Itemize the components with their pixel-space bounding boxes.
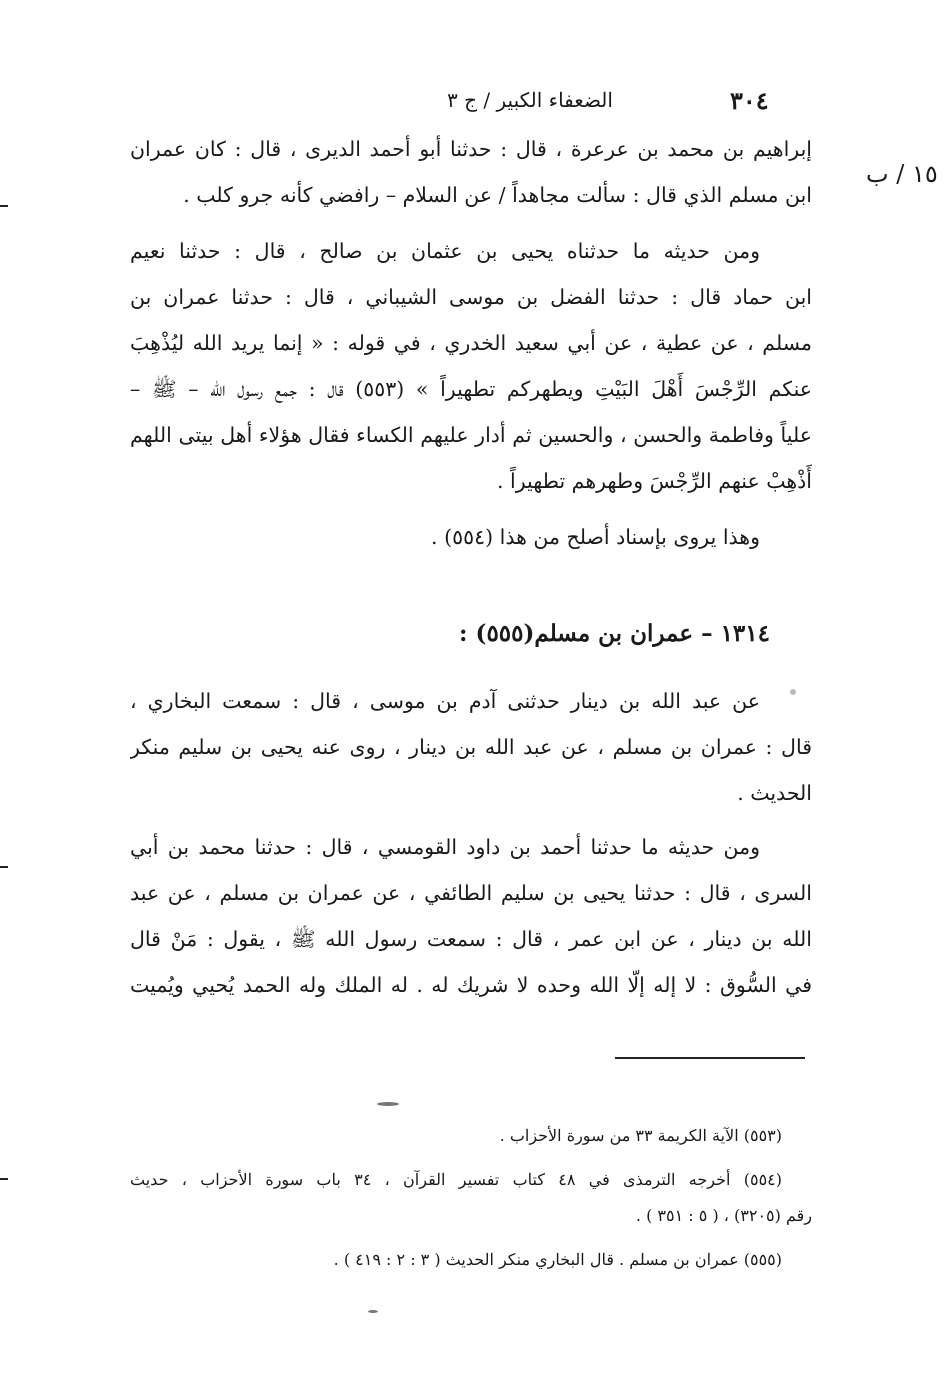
text-line: أَذْهِبْ عنهم الرِّجْسَ وطهرهم تطهيراً . [496,469,812,493]
text-line: علياً وفاطمة والحسن ، والحسين ثم أدار عليهم الكساء فقال هؤلاء أهل بيتى اللهم [130,423,812,447]
margin-tick [0,1178,8,1180]
text-line: ابن حماد قال : حدثنا الفضل بن موسى الشيباني ، قال : حدثنا عمران بن [130,285,812,309]
margin-tick [0,866,8,868]
entry-paragraph-1 [130,678,812,816]
text-line: في السُّوق : لا إله إلّا الله وحده لا شريك له . له الملك وله الحمد يُحيي ويُميت [130,973,812,997]
text-line: وهذا يروى بإسناد أصلح من هذا (٥٥٤) . [431,525,760,549]
scan-speck [368,1310,378,1313]
scan-speck [377,1102,399,1106]
text-line: ومن حديثه ما حدثنا أحمد بن داود القومسي ، قال : حدثنا محمد بن أبي [130,835,760,859]
text-line: عنكم الرِّجْسَ أَهْلَ البَيْتِ ويطهركم تطهيراً » (٥٥٣) قال : جمع رسول الله – ﷺ – [130,377,812,401]
text-line: عن عبد الله بن دينار حدثنى آدم بن موسى ، قال : سمعت البخاري ، [130,689,760,713]
footnote-line: رقم (٣٢٠٥) ، ( ٥ : ٣٥١ ) . [635,1206,812,1225]
text-line: إبراهيم بن محمد بن عرعرة ، قال : حدثنا أبو أحمد الديرى ، قال : كان عمران [130,137,812,161]
entry-paragraph-2 [130,824,812,1008]
paragraph-3 [130,514,812,560]
paragraph-1 [130,126,812,218]
manuscript-folio-note: ١٥ / ب [866,160,938,188]
scan-speck [790,689,796,695]
footnote-553 [130,1118,812,1154]
margin-tick [0,205,8,207]
page-number: ٣٠٤ [730,86,769,115]
footnote-555 [130,1242,812,1278]
footnote-separator [615,1057,805,1059]
text-line: ومن حديثه ما حدثناه يحيى بن عثمان بن صالح ، قال : حدثنا نعيم [130,239,760,263]
entry-heading: ١٣١٤ – عمران بن مسلم(٥٥٥) : [459,620,770,647]
footnote-line: (٥٥٤) أخرجه الترمذى في ٤٨ كتاب تفسير القرآن ، ٣٤ باب سورة الأحزاب ، حديث [130,1170,783,1189]
footnote-line: (٥٥٥) عمران بن مسلم . قال البخاري منكر الحديث ( ٣ : ٢ : ٤١٩ ) . [333,1250,782,1269]
text-line: مسلم ، عن عطية ، عن أبي سعيد الخدري ، في قوله : « إنما يريد الله ليُذْهِبَ [130,331,812,355]
footnote-554 [130,1162,812,1234]
footnote-line: (٥٥٣) الآية الكريمة ٣٣ من سورة الأحزاب . [499,1126,782,1145]
text-line: ابن مسلم الذي قال : سألت مجاهداً / عن السلام – رافضي كأنه جرو كلب . [183,183,812,207]
text-line: الحديث . [737,781,812,805]
running-header-title: الضعفاء الكبير / ج ٣ [447,88,613,112]
text-line: السرى ، قال : حدثنا يحيى بن سليم الطائفي ، عن عمران بن مسلم ، عن عبد [130,881,812,905]
paragraph-2 [130,228,812,504]
text-line: الله بن دينار ، عن ابن عمر ، قال : سمعت رسول الله ﷺ ، يقول : مَنْ قال [130,927,812,951]
text-line: قال : عمران بن مسلم ، عن عبد الله بن دينار ، روى عنه يحيى بن سليم منكر [130,735,812,759]
